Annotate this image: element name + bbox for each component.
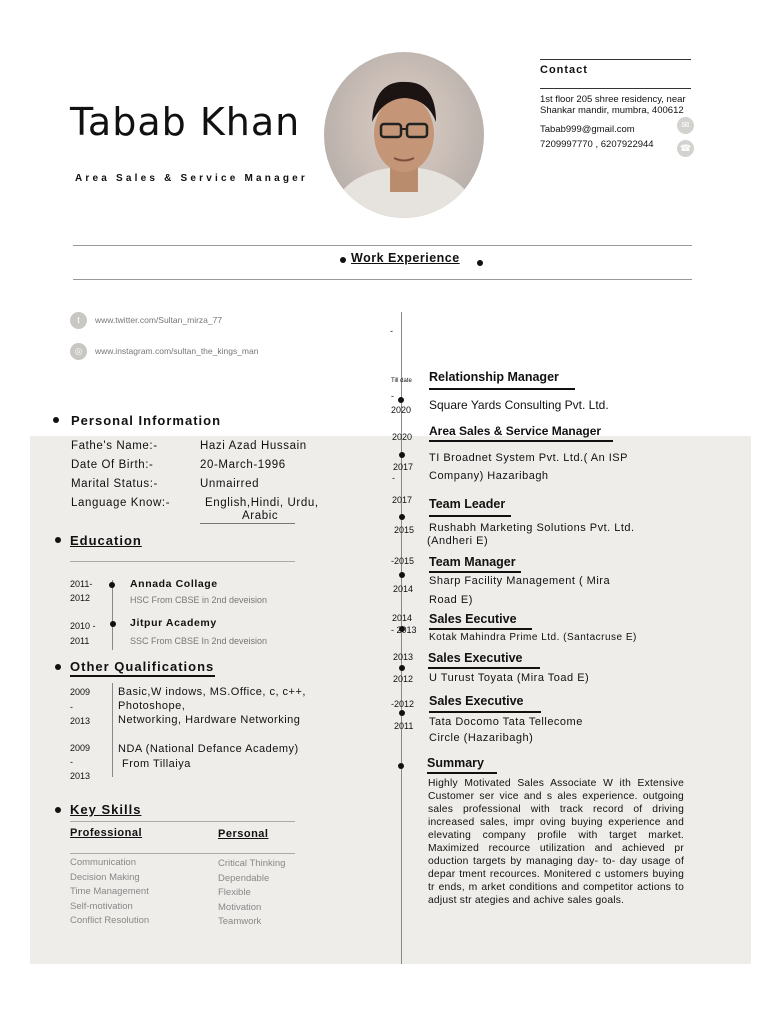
key-skills-heading: Key Skills [70, 802, 142, 817]
education-heading: Education [70, 533, 142, 548]
edu-timeline [112, 580, 113, 650]
other-qualifications-heading: Other Qualifications [70, 659, 215, 674]
job7-company-line2: Circle (Hazaribagh) [429, 732, 534, 744]
job7-title: Sales Executive [429, 694, 524, 708]
skill-pers-4: Teamwork [218, 916, 262, 927]
divider-top [73, 245, 692, 246]
tl-2011: 2011 [394, 721, 414, 731]
job3-underline [429, 515, 511, 517]
skill-pers-0: Critical Thinking [218, 858, 286, 869]
personal-heading: Personal [218, 828, 269, 840]
pi-value-father: Hazi Azad Hussain [200, 440, 307, 452]
oq1-year-from: 2009 [70, 687, 91, 697]
job5-title: Sales Eecutive [429, 612, 517, 626]
skill-pers-2: Flexible [218, 887, 251, 898]
candidate-title: Area Sales & Service Manager [75, 173, 309, 184]
oq-timeline [112, 683, 113, 777]
job4-title: Team Manager [429, 555, 516, 569]
tl-2015b: -2015 [391, 556, 415, 566]
twitter-url[interactable]: www.twitter.com/Sultan_mirza_77 [95, 314, 223, 325]
edu2-dot [110, 621, 116, 627]
instagram-icon: ◎ [70, 343, 87, 360]
pi-label-father: Fathe's Name:- [71, 440, 158, 452]
summary-text: Highly Motivated Sales Associate W ith Extensive Customer ser vice and s ales experience. outgoing sales professional with track record of driving increased sales, impr oving buying experience and elevating company profile with target market. Maximized recource utilization and achieved pr oduction targets by managing day- to- day usage of depar tment recources. Monitered c ustomers buying tr ends, m arket conditions and competitor actions to adjust str ategies and achive sales goals. [428, 778, 684, 906]
ks-divider [70, 821, 295, 822]
edu1-year-to: 2012 [70, 593, 91, 603]
skill-prof-3: Self-motivation [70, 901, 133, 912]
oq2-line1: NDA (National Defance Academy) [118, 743, 299, 755]
tl-dash-top: - [390, 326, 393, 336]
edu-divider [70, 561, 295, 562]
tl-dot-4 [399, 572, 405, 578]
skill-prof-0: Communication [70, 857, 136, 868]
job7-underline [429, 711, 541, 713]
oq1-year-to: 2013 [70, 716, 91, 726]
pi-value-marital: Unmairred [200, 478, 260, 490]
candidate-name: Tabab Khan [70, 100, 301, 144]
job1-company: Square Yards Consulting Pvt. Ltd. [429, 398, 609, 412]
job4-underline [429, 571, 521, 573]
tl-till-date: Till date [391, 378, 412, 384]
job3-company-line2: (Andheri E) [427, 535, 489, 547]
tl-2012b: -2012 [391, 699, 415, 709]
skill-prof-2: Time Management [70, 886, 149, 897]
tl-2017a: 2017 [393, 462, 414, 472]
edu1-year-from: 2011- [70, 579, 93, 589]
oq1-line2: Photoshope, [118, 700, 186, 712]
skill-prof-4: Conflict Resolution [70, 915, 150, 926]
summary-heading: Summary [427, 756, 484, 770]
twitter-link[interactable] [70, 312, 222, 329]
edu2-detail: SSC From CBSE In 2nd deveision [130, 636, 268, 646]
tl-2020a: 2020 [391, 405, 412, 415]
email-icon: ✉ [677, 117, 694, 134]
pi-value-language-cont: Arabic [242, 510, 279, 522]
tl-dot-2 [399, 452, 405, 458]
contact-phone[interactable]: 7209997770 , 6207922944 [540, 139, 654, 150]
job2-company-line1: TI Broadnet System Pvt. Ltd.( An ISP [429, 452, 628, 464]
edu2-name: Jitpur Academy [130, 617, 217, 629]
tl-dot-summary [398, 763, 404, 769]
job1-underline [429, 388, 575, 390]
professional-heading: Professional [70, 827, 143, 839]
contact-divider [540, 88, 691, 89]
pi-value-language: English,Hindi, Urdu, [205, 497, 319, 509]
tl-dash-2: - [392, 473, 395, 483]
tl-2012a: 2012 [393, 674, 414, 684]
tl-dash-1: - [391, 391, 394, 401]
oq1-line3: Networking, Hardware Networking [118, 714, 301, 726]
tl-dot-7 [399, 710, 405, 716]
contact-email[interactable]: Tabab999@gmail.com [540, 124, 635, 135]
tl-2014b: 2014 [392, 613, 413, 623]
bullet-right [477, 260, 483, 266]
pi-label-dob: Date Of Birth:- [71, 459, 154, 471]
edu-bullet [55, 537, 61, 543]
work-experience-heading: Work Experience [351, 251, 460, 265]
job7-company-line1: Tata Docomo Tata Tellecome [429, 716, 583, 728]
oq2-year-to: 2013 [70, 771, 91, 781]
twitter-icon: t [70, 312, 87, 329]
contact-address-line1: 1st floor 205 shree residency, near [540, 94, 686, 105]
job2-company-line2: Company) Hazaribagh [429, 470, 549, 482]
tl-dot-3 [399, 514, 405, 520]
oq-bullet [55, 664, 61, 670]
tl-2015a: 2015 [394, 525, 415, 535]
edu1-name: Annada Collage [130, 578, 218, 590]
pi-bullet [53, 417, 59, 423]
oq1-line1: Basic,W indows, MS.Office, c, c++, [118, 686, 306, 698]
tl-2013b: 2013 [393, 652, 414, 662]
edu2-year-from: 2010 - [70, 621, 96, 631]
job5-company: Kotak Mahindra Prime Ltd. (Santacruse E) [429, 632, 637, 643]
ks-bullet [55, 807, 61, 813]
tl-2020b: 2020 [392, 432, 413, 442]
pi-underline [200, 523, 295, 524]
divider-bottom [73, 279, 692, 280]
oq2-year-from: 2009 [70, 743, 91, 753]
edu1-detail: HSC From CBSE in 2nd deveision [130, 595, 268, 605]
contact-top-line [540, 59, 691, 60]
tl-2013a: - 2013 [391, 625, 417, 635]
instagram-link[interactable] [70, 343, 258, 360]
ks-subdivider [70, 853, 295, 854]
job4-company-line1: Sharp Facility Management ( Mira [429, 575, 611, 587]
job3-title: Team Leader [429, 497, 506, 511]
skill-pers-3: Motivation [218, 902, 262, 913]
job3-company-line1: Rushabh Marketing Solutions Pvt. Ltd. [429, 522, 635, 534]
oq1-dash: - [70, 702, 73, 712]
job4-company-line2: Road E) [429, 594, 473, 606]
contact-address-line2: Shankar mandir, mumbra, 400612 [540, 105, 684, 116]
bullet-left [340, 257, 346, 263]
tl-2017b: 2017 [392, 495, 413, 505]
skill-pers-1: Dependable [218, 873, 270, 884]
job6-title: Sales Executive [428, 651, 523, 665]
tl-2014a: 2014 [393, 584, 414, 594]
pi-value-dob: 20-March-1996 [200, 459, 286, 471]
phone-icon: ☎ [677, 140, 694, 157]
edu1-dot [109, 582, 115, 588]
job2-title: Area Sales & Service Manager [429, 424, 602, 438]
job6-company: U Turust Toyata (Mira Toad E) [429, 672, 590, 684]
personal-info-heading: Personal Information [71, 413, 222, 428]
pi-label-marital: Marital Status:- [71, 478, 158, 490]
profile-photo [324, 52, 484, 218]
skill-prof-1: Decision Making [70, 872, 140, 883]
pi-label-language: Language Know:- [71, 497, 171, 509]
edu2-year-to: 2011 [70, 636, 90, 646]
job2-underline [429, 440, 613, 442]
job1-title: Relationship Manager [429, 370, 559, 384]
instagram-url[interactable]: www.instagram.com/sultan_the_kings_man [95, 345, 259, 356]
contact-heading: Contact [540, 64, 588, 76]
oq2-line2: From Tillaiya [122, 758, 191, 770]
tl-dot-6 [399, 665, 405, 671]
oq2-dash: - [70, 757, 73, 767]
job6-underline [428, 667, 540, 669]
oq-underline [70, 675, 215, 677]
summary-underline [427, 772, 497, 774]
tl-dot-1 [398, 397, 404, 403]
